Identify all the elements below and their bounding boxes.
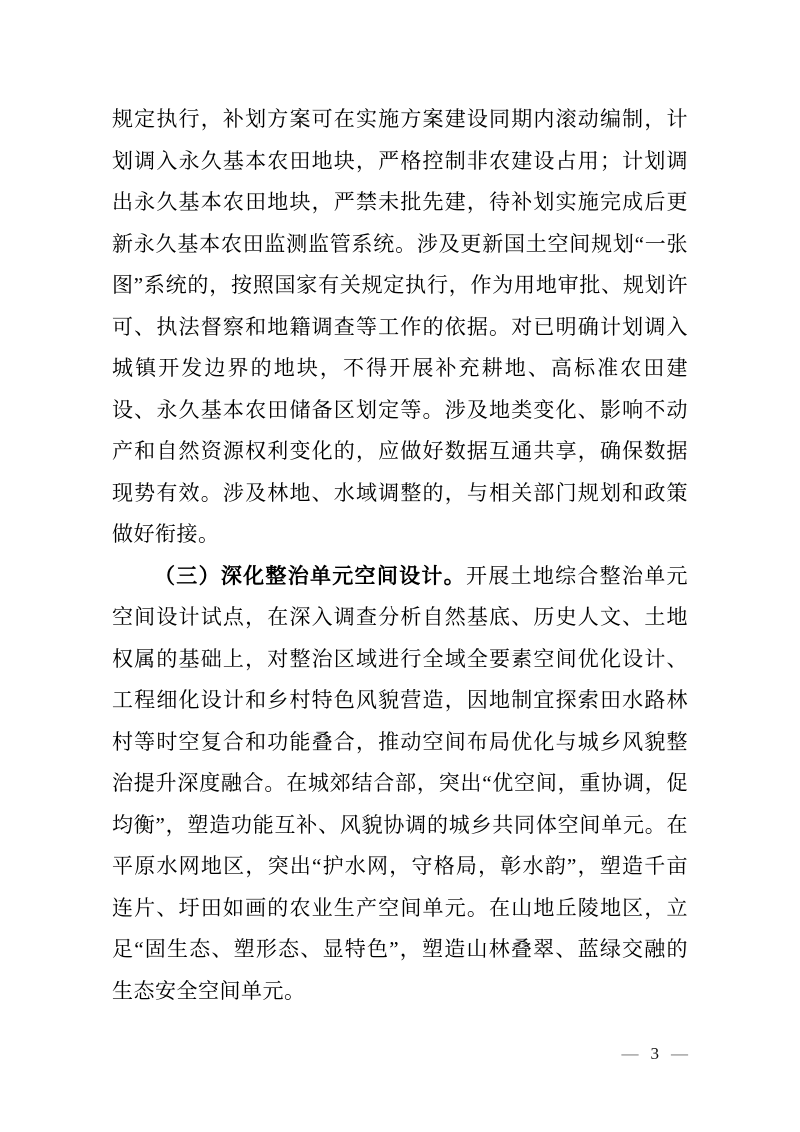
document-body: [112, 99, 688, 1012]
section-3-body-text: 开展土地综合整治单元空间设计试点，在深入调查分析自然基底、历史人文、土地权属的基础上，对整治区域进行全域全要素空间优化设计、工程细化设计和乡村特色风貌营造，因地制宜探索田水路林村等时空复合和功能叠合，推动空间布局优化与城乡风貌整治提升深度融合。在城郊结合部，突出“优空间，重协调，促均衡”，塑造功能互补、风貌协调的城乡共同体空间单元。在平原水网地区，突出“护水网，守格局，彰水韵”，塑造千亩连片、圩田如画的农业生产空间单元。在山地丘陵地区，立足“固生态、塑形态、显特色”，塑造山林叠翠、蓝绿交融的生态安全空间单元。: [112, 563, 689, 1003]
footer-dash-right: —: [671, 1044, 688, 1063]
paragraph-section-3: [112, 556, 688, 1013]
paragraph-continuation: 规定执行，补划方案可在实施方案建设同期内滚动编制，计划调入永久基本农田地块，严格控制非农建设占用；计划调出永久基本农田地块，严禁未批先建，待补划实施完成后更新永久基本农田监测监管系统。涉及更新国土空间规划“一张图”系统的，按照国家有关规定执行，作为用地审批、规划许可、执法督察和地籍调查等工作的依据。对已明确计划调入城镇开发边界的地块，不得开展补充耕地、高标准农田建设、永久基本农田储备区划定等。涉及地类变化、影响不动产和自然资源权利变化的，应做好数据互通共享，确保数据现势有效。涉及林地、水域调整的，与相关部门规划和政策做好衔接。: [112, 107, 688, 546]
page-footer: [622, 1042, 689, 1066]
footer-dash-left: —: [621, 1044, 639, 1063]
page-number: 3: [650, 1044, 659, 1063]
section-3-heading-bold: （三）深化整治单元空间设计。: [154, 563, 466, 588]
